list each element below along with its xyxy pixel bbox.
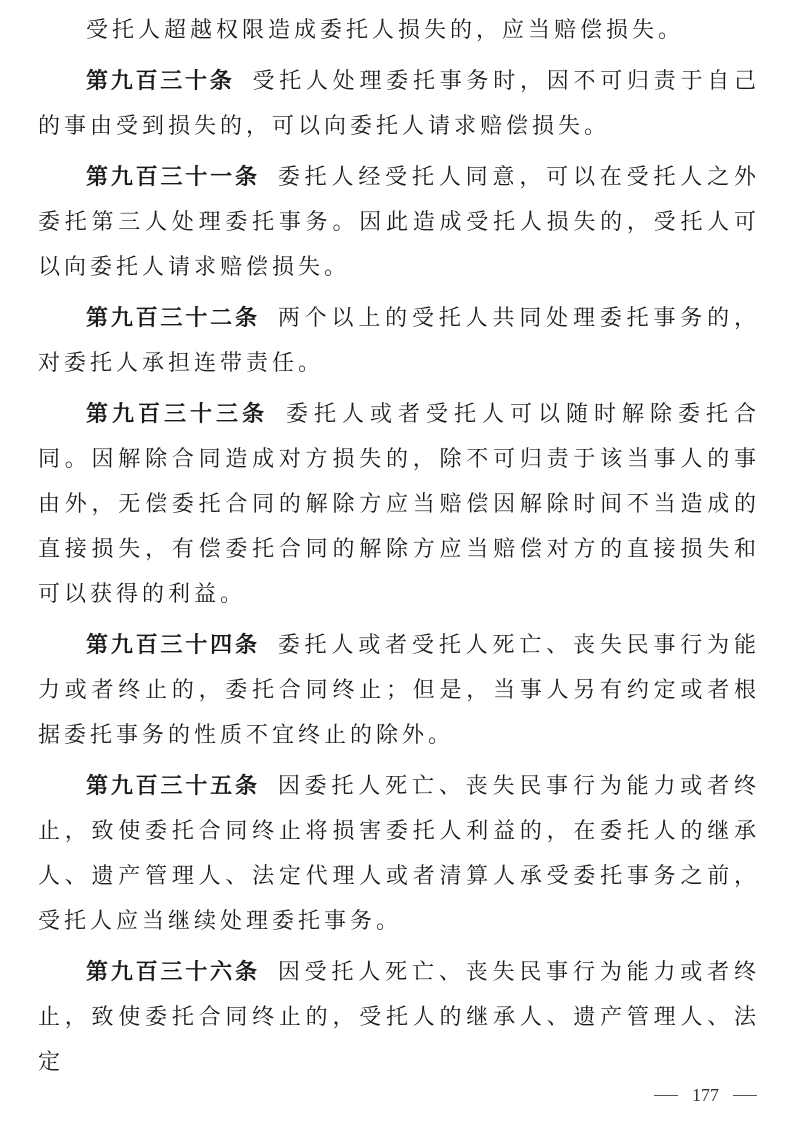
article-932	[38, 296, 760, 386]
article-text: 因受托人死亡、丧失民事行为能力或者终止，致使委托合同终止的，受托人的继承人、遗产管理人、法定	[38, 960, 760, 1075]
footer-dash-left	[654, 1095, 678, 1096]
article-number: 第九百三十条	[86, 69, 235, 94]
page-footer	[654, 1085, 757, 1106]
article-number: 第九百三十六条	[86, 960, 260, 985]
article-number: 第九百三十一条	[86, 165, 260, 190]
intro-text: 受托人超越权限造成委托人损失的，应当赔偿损失。	[86, 18, 685, 43]
article-931	[38, 155, 760, 290]
article-text: 两个以上的受托人共同处理委托事务的，对委托人承担连带责任。	[38, 306, 760, 376]
article-933	[38, 392, 760, 617]
article-number: 第九百三十三条	[86, 402, 268, 427]
document-page	[38, 0, 760, 1085]
article-text: 委托人经受托人同意，可以在受托人之外委托第三人处理委托事务。因此造成受托人损失的，受托人可以向委托人请求赔偿损失。	[38, 165, 760, 280]
intro-paragraph	[38, 8, 760, 53]
article-935	[38, 764, 760, 944]
article-number: 第九百三十五条	[86, 774, 260, 799]
article-text: 因委托人死亡、丧失民事行为能力或者终止，致使委托合同终止将损害委托人利益的，在委托人的继承人、遗产管理人、法定代理人或者清算人承受委托事务之前，受托人应当继续处理委托事务。	[38, 774, 760, 934]
article-934	[38, 623, 760, 758]
article-936	[38, 950, 760, 1085]
article-text: 委托人或者受托人死亡、丧失民事行为能力或者终止的，委托合同终止；但是，当事人另有约定或者根据委托事务的性质不宜终止的除外。	[38, 633, 760, 748]
article-text: 受托人处理委托事务时，因不可归责于自己的事由受到损失的，可以向委托人请求赔偿损失。	[38, 69, 760, 139]
page-number: 177	[692, 1085, 719, 1105]
footer-dash-right	[733, 1095, 757, 1096]
article-number: 第九百三十四条	[86, 633, 260, 658]
article-930	[38, 59, 760, 149]
article-number: 第九百三十二条	[86, 306, 260, 331]
article-text: 委托人或者受托人可以随时解除委托合同。因解除合同造成对方损失的，除不可归责于该当事人的事由外，无偿委托合同的解除方应当赔偿因解除时间不当造成的直接损失，有偿委托合同的解除方应当赔偿对方的直接损失和可以获得的利益。	[38, 402, 760, 607]
